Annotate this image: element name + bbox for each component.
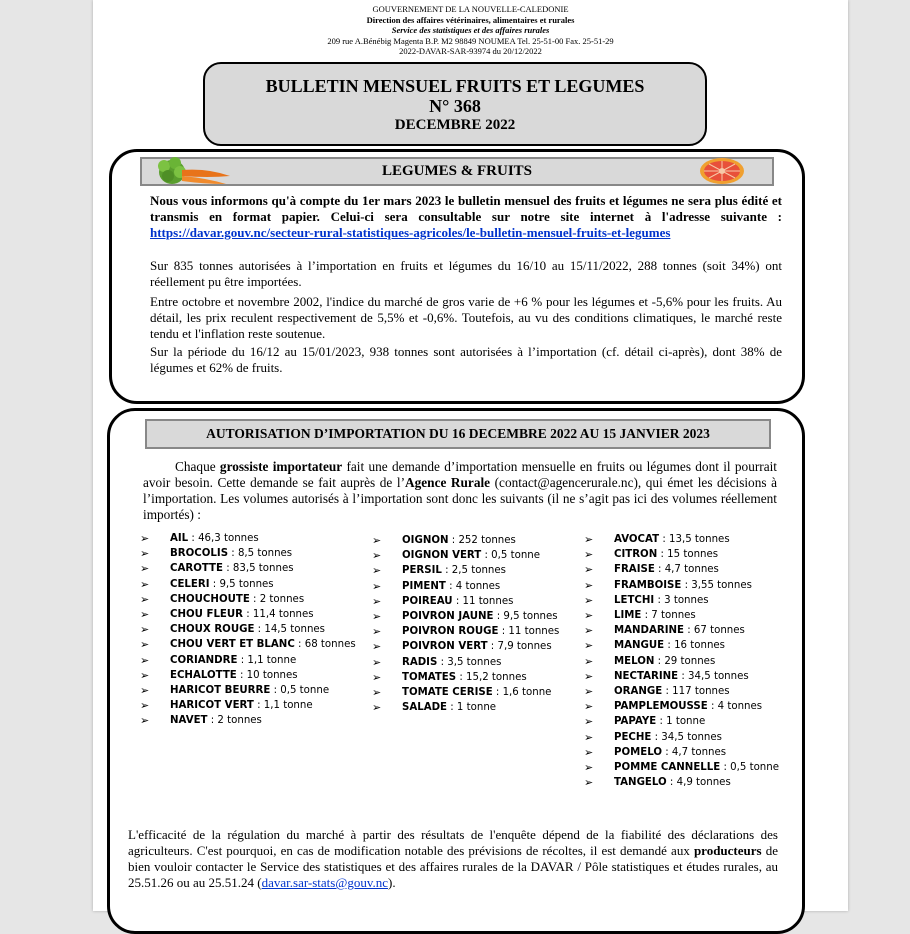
import-item	[372, 609, 572, 624]
import-item-name: FRAISE	[614, 564, 655, 576]
import-item-quantity: : 2,5 tonnes	[441, 565, 506, 577]
import-item-name: BROCOLIS	[170, 548, 229, 560]
import-item-name: AIL	[170, 533, 189, 544]
header-government: GOUVERNEMENT DE LA NOUVELLE-CALEDONIE	[372, 4, 569, 14]
header-direction: Direction des affaires vétérinaires, alimentaires et rurales	[366, 14, 575, 25]
import-item-name: OIGNON	[402, 535, 449, 546]
arrow-bullet-icon: ➢	[372, 610, 382, 624]
footer-text-2: de bien vouloir contacter le Service des statistiques et des affaires rurales de la DAVAR / Pôle statistiques et études rurales, au 25.51.26 ou au 25.51.24 (	[128, 843, 778, 890]
import-item	[584, 684, 784, 699]
import-item	[584, 699, 784, 714]
import-item-quantity: : 2 tonnes	[249, 593, 305, 605]
import-item-quantity: : 4 tonnes	[707, 701, 763, 713]
import-item-name: POIREAU	[402, 595, 453, 607]
bulletin-number: N° 368	[429, 96, 481, 116]
import-item-quantity: : 1 tonne	[656, 716, 706, 728]
arrow-bullet-icon: ➢	[140, 638, 150, 652]
import-item-quantity: : 11 tonnes	[498, 626, 560, 638]
import-item-quantity: : 7,9 tonnes	[487, 641, 552, 653]
import-item-name: POIVRON ROUGE	[402, 626, 499, 638]
import-item-name: FRAMBOISE	[614, 579, 682, 591]
import-item-name: ECHALOTTE	[170, 669, 237, 681]
import-item	[140, 531, 362, 546]
import-item-name: AVOCAT	[614, 534, 660, 545]
import-item	[584, 562, 784, 577]
arrow-bullet-icon: ➢	[372, 534, 382, 547]
arrow-bullet-icon: ➢	[584, 578, 594, 592]
import-item	[372, 700, 572, 715]
import-item-name: CHOUX ROUGE	[170, 624, 255, 636]
import-item-quantity: : 252 tonnes	[448, 535, 516, 546]
vegetables-list-1	[140, 531, 362, 729]
import-item-name: HARICOT VERT	[170, 700, 254, 712]
arrow-bullet-icon: ➢	[584, 654, 594, 668]
import-item	[584, 532, 784, 547]
intro-agence-rurale: Agence Rurale	[405, 475, 491, 490]
arrow-bullet-icon: ➢	[372, 625, 382, 639]
import-item	[584, 578, 784, 593]
import-item-quantity: : 14,5 tonnes	[254, 624, 325, 636]
import-summary-paragraph: Sur 835 tonnes autorisées à l’importation en fruits et légumes du 16/10 au 15/11/2022, 288 tonnes (soit 34%) ont réellement pu être importées.	[150, 258, 782, 289]
import-item-quantity: : 34,5 tonnes	[678, 670, 749, 682]
arrow-bullet-icon: ➢	[584, 715, 594, 729]
import-item	[372, 548, 572, 563]
intro-grossiste: grossiste importateur	[219, 459, 343, 474]
import-authorisation-section	[107, 408, 805, 934]
arrow-bullet-icon: ➢	[140, 577, 150, 591]
import-item-quantity: : 4,9 tonnes	[666, 777, 731, 789]
arrow-bullet-icon: ➢	[372, 701, 382, 715]
fruits-list	[584, 532, 784, 790]
import-item	[372, 594, 572, 609]
import-item-name: POIVRON VERT	[402, 641, 488, 653]
authorisation-intro	[143, 459, 777, 523]
import-item-name: PERSIL	[402, 565, 442, 577]
arrow-bullet-icon: ➢	[140, 562, 150, 576]
import-item-name: RADIS	[402, 656, 438, 668]
import-item-quantity: : 3,5 tonnes	[437, 656, 502, 668]
import-item-name: CHOU VERT ET BLANC	[170, 639, 295, 651]
import-item-quantity: : 1 tonne	[447, 702, 497, 714]
arrow-bullet-icon: ➢	[372, 655, 382, 669]
arrow-bullet-icon: ➢	[584, 761, 594, 775]
import-item-quantity: : 8,5 tonnes	[228, 548, 293, 560]
import-item-name: PECHE	[614, 731, 652, 743]
intro-text-3: (contact@agencerurale.nc), qui émet les décisions à l’importation. Les volumes autorisés à l’importation sont donc les suivants (il ne s’agit pas ici des volumes réellement importés) :	[143, 475, 777, 522]
paper-notice	[150, 193, 782, 241]
import-item-quantity: : 34,5 tonnes	[651, 731, 722, 743]
import-item	[584, 714, 784, 729]
import-item-name: TOMATE CERISE	[402, 687, 493, 699]
grapefruit-icon	[698, 156, 746, 186]
import-item	[584, 775, 784, 790]
import-item-quantity: : 67 tonnes	[684, 625, 745, 637]
arrow-bullet-icon: ➢	[584, 730, 594, 744]
arrow-bullet-icon: ➢	[584, 669, 594, 683]
import-item-name: POMELO	[614, 746, 663, 758]
import-item-quantity: : 0,5 tonne	[270, 685, 330, 697]
import-item-quantity: : 46,3 tonnes	[188, 533, 259, 544]
import-item	[584, 638, 784, 653]
bulletin-title: BULLETIN MENSUEL FRUITS ET LEGUMES	[265, 76, 645, 96]
arrow-bullet-icon: ➢	[372, 686, 382, 700]
import-item-name: MELON	[614, 655, 655, 667]
import-item-name: NECTARINE	[614, 670, 679, 682]
arrow-bullet-icon: ➢	[372, 549, 382, 563]
import-item-name: TANGELO	[614, 777, 667, 789]
paper-notice-text: Nous vous informons qu'à compte du 1er mars 2023 le bulletin mensuel des fruits et légumes ne sera plus édité et transmis en format papier. Celui-ci sera consultable sur notre site internet à l'adresse suivante :	[150, 193, 782, 224]
import-item-quantity: : 117 tonnes	[662, 686, 730, 698]
footer-paragraph	[128, 827, 778, 891]
arrow-bullet-icon: ➢	[140, 714, 150, 728]
import-item-quantity: : 4,7 tonnes	[654, 564, 719, 576]
import-item-name: CORIANDRE	[170, 654, 238, 666]
import-item	[372, 579, 572, 594]
arrow-bullet-icon: ➢	[372, 579, 382, 593]
import-item-name: MANGUE	[614, 640, 665, 652]
import-item	[584, 654, 784, 669]
arrow-bullet-icon: ➢	[584, 548, 594, 562]
intro-text-2: fait une demande d’importation mensuelle en fruits ou légumes dont il pourrait avoir besoin. Cette demande se fait auprès de l’	[143, 459, 777, 490]
import-item	[140, 607, 362, 622]
arrow-bullet-icon: ➢	[584, 639, 594, 653]
arrow-bullet-icon: ➢	[372, 670, 382, 684]
import-item-quantity: : 1,1 tonne	[237, 654, 297, 666]
arrow-bullet-icon: ➢	[140, 532, 150, 545]
arrow-bullet-icon: ➢	[372, 640, 382, 654]
market-index-paragraph: Entre octobre et novembre 2002, l'indice du marché de gros varie de +6 % pour les légumes et -5,6% pour les fruits. Au détail, les prix reculent respectivement de 5,5% et -0,6%. Toutefois, au vu des conditions climatiques, le marché reste tendu et l'inflation reste soutenue.	[150, 294, 782, 341]
import-item	[140, 668, 362, 683]
import-item-name: HARICOT BEURRE	[170, 685, 271, 697]
import-item	[140, 698, 362, 713]
import-item	[140, 683, 362, 698]
import-item-name: PIMENT	[402, 580, 446, 592]
import-item-name: PAPAYE	[614, 716, 657, 728]
import-item	[140, 653, 362, 668]
section-heading-bar	[140, 157, 774, 186]
import-item-name: ORANGE	[614, 686, 663, 698]
header-reference: 2022-DAVAR-SAR-93974 du 20/12/2022	[399, 46, 542, 56]
bulletin-link[interactable]: https://davar.gouv.nc/secteur-rural-statistiques-agricoles/le-bulletin-mensuel-fruits-et-legumes	[150, 225, 671, 240]
arrow-bullet-icon: ➢	[140, 699, 150, 713]
import-item	[140, 592, 362, 607]
import-item-quantity: : 15 tonnes	[657, 549, 719, 561]
document-page	[93, 0, 848, 911]
arrow-bullet-icon: ➢	[140, 684, 150, 698]
import-item-name: CITRON	[614, 549, 658, 561]
import-item-name: PAMPLEMOUSSE	[614, 701, 708, 713]
import-item-quantity: : 83,5 tonnes	[222, 563, 294, 575]
header-address: 209 rue A.Bénébig Magenta B.P. M2 98849 NOUMEA Tel. 25-51-00 Fax. 25-51-29	[327, 35, 614, 46]
authorisation-heading-bar	[145, 419, 771, 449]
import-item-quantity: : 13,5 tonnes	[659, 534, 730, 545]
footer-producteurs: producteurs	[693, 843, 762, 858]
import-item-quantity: : 4,7 tonnes	[662, 746, 727, 758]
import-item	[584, 730, 784, 745]
import-item	[372, 639, 572, 654]
import-item-quantity: : 1,1 tonne	[253, 700, 313, 712]
import-item-name: TOMATES	[402, 671, 457, 683]
import-item-quantity: : 68 tonnes	[294, 639, 356, 651]
import-item-name: POMME CANNELLE	[614, 762, 721, 774]
arrow-bullet-icon: ➢	[140, 668, 150, 682]
import-item	[372, 563, 572, 578]
arrow-bullet-icon: ➢	[140, 608, 150, 622]
import-item	[140, 561, 362, 576]
import-item-quantity: : 29 tonnes	[654, 655, 716, 667]
vegetables-icon	[150, 154, 232, 188]
bulletin-month: DECEMBRE 2022	[394, 117, 516, 133]
import-item-quantity: : 11,4 tonnes	[243, 609, 314, 621]
import-item-quantity: : 3,55 tonnes	[681, 579, 752, 591]
import-item-quantity: : 11 tonnes	[452, 595, 514, 607]
import-item	[140, 637, 362, 652]
import-item-name: POIVRON JAUNE	[402, 611, 494, 623]
import-item-quantity: : 0,5 tonne	[720, 762, 779, 774]
import-item-quantity: : 10 tonnes	[236, 669, 298, 681]
import-item-quantity: : 15,2 tonnes	[456, 671, 527, 683]
import-item-name: OIGNON VERT	[402, 550, 482, 562]
import-item	[372, 670, 572, 685]
import-item	[584, 669, 784, 684]
import-item-name: LIME	[614, 610, 642, 622]
import-item-quantity: : 3 tonnes	[654, 594, 709, 606]
import-item-quantity: : 0,5 tonne	[481, 550, 541, 562]
import-item-quantity: : 7 tonnes	[641, 610, 696, 622]
import-item	[372, 533, 572, 548]
arrow-bullet-icon: ➢	[584, 685, 594, 699]
import-item-quantity: : 9,5 tonnes	[209, 578, 274, 590]
legumes-fruits-section	[109, 149, 805, 404]
import-item-name: CHOU FLEUR	[170, 609, 244, 621]
import-item-name: NAVET	[170, 715, 208, 727]
import-item-quantity: : 9,5 tonnes	[493, 611, 558, 623]
import-item	[584, 760, 784, 775]
import-item-quantity: : 16 tonnes	[664, 640, 725, 652]
next-period-paragraph: Sur la période du 16/12 au 15/01/2023, 938 tonnes sont autorisées à l’importation (cf. détail ci-après), dont 38% de légumes et 62% de fruits.	[150, 344, 782, 375]
import-item-name: CELERI	[170, 578, 210, 590]
arrow-bullet-icon: ➢	[584, 700, 594, 714]
import-item	[140, 577, 362, 592]
arrow-bullet-icon: ➢	[372, 594, 382, 608]
import-item	[584, 593, 784, 608]
import-item-name: LETCHI	[614, 594, 655, 606]
import-item	[584, 547, 784, 562]
arrow-bullet-icon: ➢	[584, 533, 594, 546]
import-item-name: SALADE	[402, 702, 448, 714]
intro-text-1: Chaque	[175, 459, 220, 474]
import-item	[372, 624, 572, 639]
authorisation-heading: AUTORISATION D’IMPORTATION DU 16 DECEMBRE 2022 AU 15 JANVIER 2023	[206, 426, 710, 441]
import-item-quantity: : 1,6 tonne	[492, 687, 552, 699]
section-heading: LEGUMES & FRUITS	[381, 163, 533, 179]
import-item	[140, 622, 362, 637]
arrow-bullet-icon: ➢	[584, 745, 594, 759]
letterhead	[93, 4, 848, 57]
arrow-bullet-icon: ➢	[584, 609, 594, 623]
contact-email-link[interactable]: davar.sar-stats@gouv.nc	[261, 875, 388, 890]
import-item	[140, 546, 362, 561]
arrow-bullet-icon: ➢	[584, 593, 594, 607]
arrow-bullet-icon: ➢	[140, 592, 150, 606]
import-item-name: MANDARINE	[614, 625, 685, 637]
import-item-quantity: : 2 tonnes	[207, 715, 262, 727]
import-item	[140, 713, 362, 728]
import-item	[584, 623, 784, 638]
header-service: Service des statistiques et des affaires rurales	[391, 25, 550, 35]
arrow-bullet-icon: ➢	[140, 653, 150, 667]
import-item	[372, 685, 572, 700]
bulletin-title-box	[203, 62, 707, 146]
import-item	[584, 608, 784, 623]
footer-text-1: L'efficacité de la régulation du marché à partir des résultats de l'enquête dépend de la fiabilité des déclarations des agriculteurs. C'est pourquoi, en cas de modification notable des prévisions de récoltes, il est demandé aux	[128, 827, 778, 858]
arrow-bullet-icon: ➢	[584, 563, 594, 577]
arrow-bullet-icon: ➢	[140, 547, 150, 561]
vegetables-list-2	[372, 533, 572, 715]
arrow-bullet-icon: ➢	[372, 564, 382, 578]
import-item-quantity: : 4 tonnes	[445, 580, 501, 592]
arrow-bullet-icon: ➢	[584, 624, 594, 638]
footer-text-3: ).	[388, 875, 396, 890]
arrow-bullet-icon: ➢	[140, 623, 150, 637]
import-item-name: CAROTTE	[170, 563, 223, 575]
import-item	[584, 745, 784, 760]
import-item-name: CHOUCHOUTE	[170, 593, 250, 605]
arrow-bullet-icon: ➢	[584, 776, 594, 790]
import-item	[372, 655, 572, 670]
